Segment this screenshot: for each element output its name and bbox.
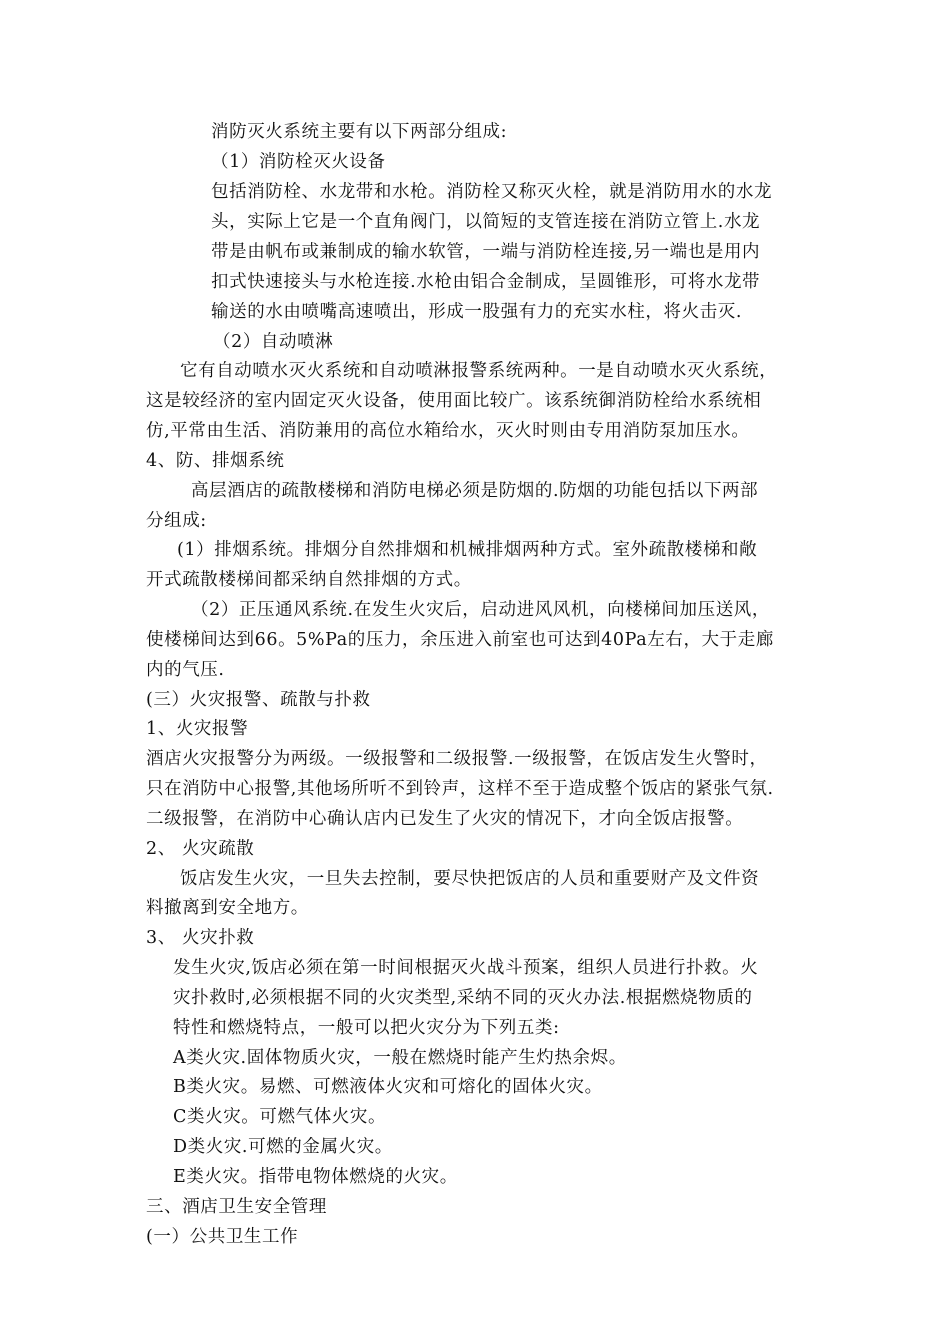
text-line: 料撤离到安全地方。 bbox=[146, 898, 309, 918]
text-line: 带是由帆布或兼制成的输水软管，一端与消防栓连接,另一端也是用内 bbox=[211, 242, 761, 262]
text-line: 灾扑救时,必须根据不同的火灾类型,采纳不同的灭火办法.根据燃烧物质的 bbox=[173, 988, 753, 1008]
list-item: A类火灾.固体物质火灾，一般在燃烧时能产生灼热余烬。 bbox=[173, 1048, 627, 1068]
text-line: 内的气压. bbox=[146, 660, 225, 680]
list-item: E类火灾。指带电物体燃烧的火灾。 bbox=[173, 1167, 458, 1187]
section-heading: (一）公共卫生工作 bbox=[146, 1227, 299, 1247]
text-line: 使楼梯间达到66。5%Pa的压力，余压进入前室也可达到40Pa左右，大于走廊 bbox=[146, 630, 774, 650]
subheading: （1）消防栓灭火设备 bbox=[211, 152, 386, 172]
text-line: 头，实际上它是一个直角阀门，以简短的支管连接在消防立管上.水龙 bbox=[211, 212, 761, 232]
text-line: 发生火灾,饭店必须在第一时间根据灭火战斗预案，组织人员进行扑救。火 bbox=[173, 958, 759, 978]
subheading: （2）自动喷淋 bbox=[213, 332, 334, 352]
text-line: （2）正压通风系统.在发生火灾后，启动进风风机，向楼梯间加压送风， bbox=[191, 600, 770, 620]
text-line: (1）排烟系统。排烟分自然排烟和机械排烟两种方式。室外疏散楼梯和敞 bbox=[177, 540, 758, 560]
section-heading: 三、酒店卫生安全管理 bbox=[146, 1197, 327, 1217]
section-heading: 4、防、排烟系统 bbox=[146, 451, 285, 471]
text-line: 二级报警，在消防中心确认店内已发生了火灾的情况下，才向全饭店报警。 bbox=[146, 809, 744, 829]
text-line: 酒店火灾报警分为两级。一级报警和二级报警.一级报警，在饭店发生火警时， bbox=[146, 749, 768, 769]
text-line: 只在消防中心报警,其他场所听不到铃声，这样不至于造成整个饭店的紧张气氛. bbox=[146, 779, 774, 799]
text-line: 这是较经济的室内固定灭火设备，使用面比较广。该系统御消防栓给水系统相 bbox=[146, 391, 762, 411]
list-item: B类火灾。易燃、可燃液体火灾和可熔化的固体火灾。 bbox=[173, 1077, 603, 1097]
text-line: 输送的水由喷嘴高速喷出，形成一股强有力的充实水柱，将火击灭. bbox=[211, 302, 743, 322]
text-line: 高层酒店的疏散楼梯和消防电梯必须是防烟的.防烟的功能包括以下两部 bbox=[191, 481, 759, 501]
text-line: 开式疏散楼梯间都采纳自然排烟的方式。 bbox=[146, 570, 472, 590]
section-heading: 2、 火灾疏散 bbox=[146, 839, 255, 859]
text-line: 包括消防栓、水龙带和水枪。消防栓又称灭火栓，就是消防用水的水龙 bbox=[211, 182, 773, 202]
list-item: D类火灾.可燃的金属火灾。 bbox=[173, 1137, 393, 1157]
text-line: 饭店发生火灾，一旦失去控制，要尽快把饭店的人员和重要财产及文件资 bbox=[180, 869, 760, 889]
text-line: 它有自动喷水灭火系统和自动喷淋报警系统两种。一是自动喷水灭火系统， bbox=[180, 361, 778, 381]
section-heading: (三）火灾报警、疏散与扑救 bbox=[146, 690, 371, 710]
text-line: 仿,平常由生活、消防兼用的高位水箱给水，灭火时则由专用消防泵加压水。 bbox=[146, 421, 750, 441]
text-line: 消防灭火系统主要有以下两部分组成: bbox=[211, 122, 508, 142]
section-heading: 1、火灾报警 bbox=[146, 719, 249, 739]
text-line: 扣式快速接头与水枪连接.水枪由铝合金制成，呈圆锥形，可将水龙带 bbox=[211, 272, 761, 292]
text-line: 特性和燃烧特点，一般可以把火灾分为下列五类: bbox=[173, 1018, 560, 1038]
text-line: 分组成: bbox=[146, 511, 207, 531]
list-item: C类火灾。可燃气体火灾。 bbox=[173, 1107, 387, 1127]
section-heading: 3、 火灾扑救 bbox=[146, 928, 255, 948]
